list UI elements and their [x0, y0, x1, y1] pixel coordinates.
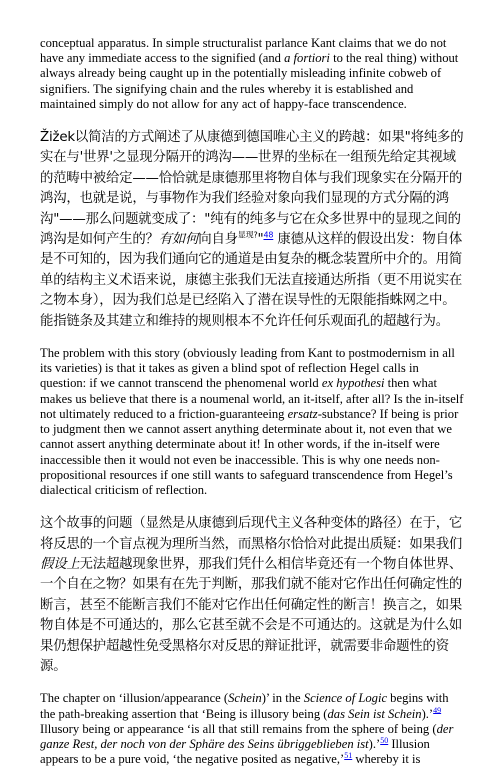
- paragraph-english-3: The chapter on ‘illusion/appearance (Schein)’ in the Science of Logic begins with the path-breaking assertion that ‘Being is illusory being (das Sein ist Schein).’$^{49}$ Illusory being or appearance ‘is all that still remains from the sphere of being (der ganze Rest, der noch von der Sphäre des Seins übriggeblieben ist).’$^{50}$ Illusion appears to be a pure void, ‘the negative posited as negative,’$^{51}$ whereby it is: [40, 691, 454, 767]
- footnote-ref-48[interactable]: 48: [263, 230, 274, 240]
- paragraph-english-1: conceptual apparatus. In simple structuralist parlance Kant claims that we do not have any immediate access to the signified (and a fortiori to the real thing) without always already being caught up in the potentially misleading infinite cobweb of signifiers. The signifying chain and the rules whereby it is established and maintained simply do not allow for any act of happy-face transcendence.: [40, 36, 459, 111]
- document-page: [40, 36, 464, 783]
- paragraph-chinese-1: Žižek以简洁的方式阐述了从康德到德国唯心主义的跨越：如果"将纯多的实在与'世界'之显现分隔开的鸿沟——世界的坐标在一组预先给定其视域的范畴中被给定——恰恰就是康德那里将物自体与我们现象实在分隔开的鸿沟，也就是说，与事物作为我们经验对象向我们显现的方式分隔的鸿沟"——那么问题就变成了："纯有的纯多与它在众多世界中的显现之间的鸿沟是如何产生的？有如何向自身$^{显现?}$"$^{48}$ 康德从这样的假设出发：物自体是不可知的，因为我们通向它的通道是由复杂的概念装置所中介的。用简单的结构主义术语来说，康德主张我们无法直接通达所指（更不用说实在之物本身），因为我们总是已经陷入了潜在误导性的无限能指蛛网之中。能指链条及其建立和维持的规则根本不允许任何乐观面孔的超越行为。: [40, 130, 464, 329]
- footnote-ref-50[interactable]: 50: [380, 735, 389, 745]
- paragraph-chinese-2: 这个故事的问题（显然是从康德到后现代主义各种变体的路径）在于，它将反思的一个盲点视为理所当然，而黑格尔恰恰对此提出质疑：如果我们假设上无法超越现象世界，那我们凭什么相信毕竟还有一个物自体世界、一个自在之物？如果有在先于判断，那我们就不能对它作出任何确定性的断言，甚至不能断言我们不能对它作出任何确定性的断言！换言之，如果物自体是不可通达的，那么它甚至就不会是不可通达的。这就是为什么如果仍想保护超越性免受黑格尔对反思的辩证批评，就需要非命题性的资源。: [40, 516, 463, 674]
- footnote-ref-49[interactable]: 49: [433, 705, 442, 715]
- paragraph-english-2: The problem with this story (obviously leading from Kant to postmodernism in all its varieties) is that it takes as given a blind spot of reflection Hegel calls in question: if we cannot transcend the phenomenal world ex hypothesi then what makes us believe that there is a noumenal world, an it-itself, after all? Is the in-itself not ultimately reduced to a friction-guaranteeing ersatz-substance? If being is prior to judgment then we cannot assert anything determinate about it, not even that we cannot assert anything determinate about it! In other words, if the in-itself were inaccessible then it would not even be inaccessible. This is why one needs non-propositional resources if one still wants to safeguard transcendence from Hegel’s dialectical criticism of reflection.: [40, 346, 464, 497]
- footnote-ref-51[interactable]: 51: [344, 750, 353, 760]
